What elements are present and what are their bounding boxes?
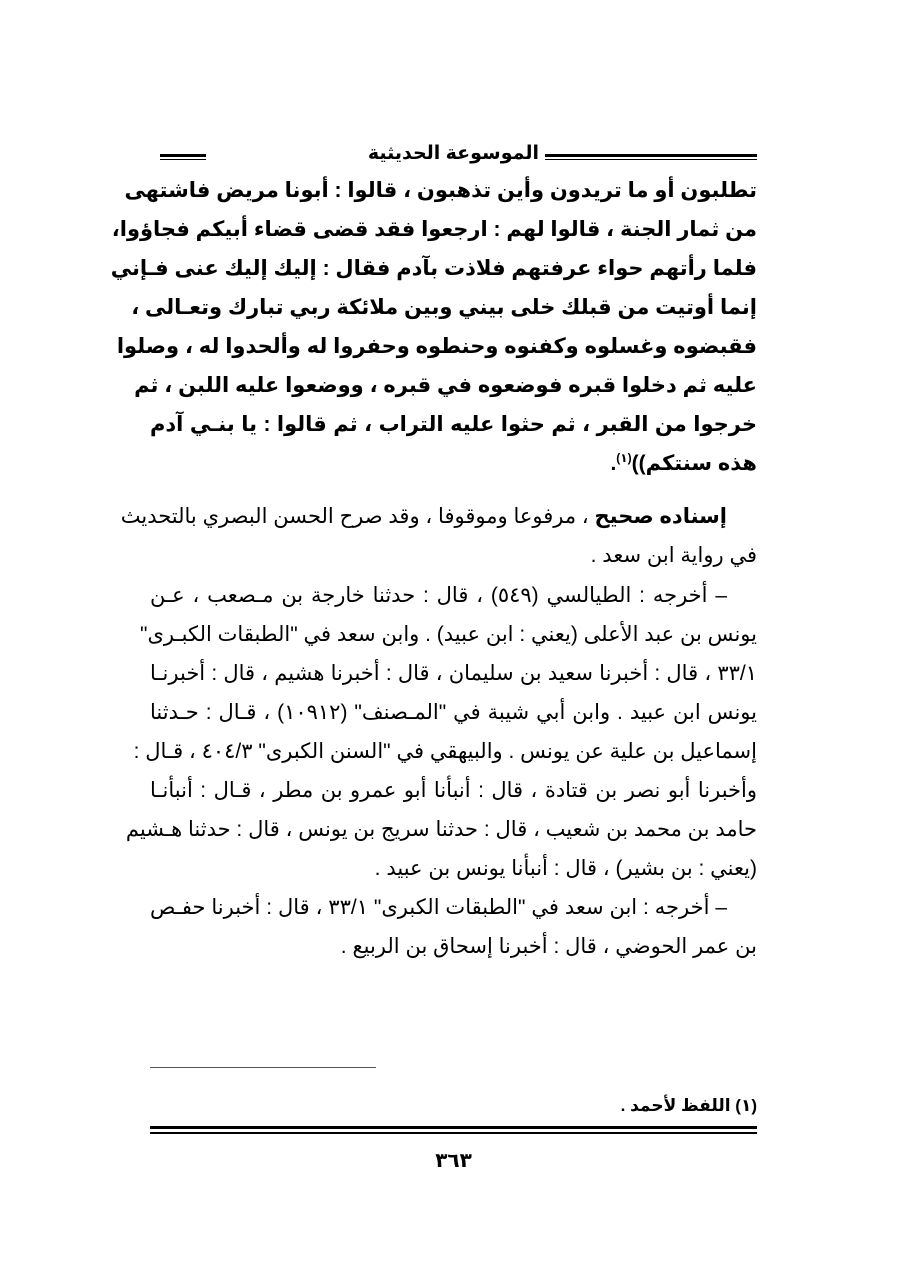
text-fragment: ، مرفوعا وموقوفا ، وقد صرح الحسن البصري بالتحديث [120, 505, 595, 528]
document-page [110, 0, 757, 1273]
text-line: إنما أوتيت من قبلك خلى بيني وبين ملائكة ربي تبارك وتعـالى ، [131, 296, 757, 319]
takhrij-paragraph-2 [150, 888, 757, 966]
hadith-text [110, 171, 757, 483]
header-rule [160, 159, 206, 160]
header-title: الموسوعة الحديثية [367, 143, 539, 164]
text-line: هذه سنتكم))$^{(١)}$. [610, 451, 757, 475]
text-fragment: هذه سنتكم)) [631, 452, 757, 475]
text-line: عليه ثم دخلوا قبره فوضعوه في قبره ، ووضعوا عليه اللبن ، ثم [134, 374, 757, 397]
header-rule [545, 154, 757, 157]
grading-paragraph [120, 497, 757, 575]
header-rule [545, 159, 757, 160]
footer-rule [150, 1132, 757, 1134]
text-line: فقبضوه وغسلوه وكفنوه وحنطوه وحفروا له وألحدوا له ، وصلوا [116, 335, 757, 358]
text-line: بن عمر الحوضي ، قال : أخبرنا إسحاق بن الربيع . [340, 935, 757, 958]
footer-rule [150, 1126, 757, 1129]
takhrij-paragraph [125, 576, 757, 888]
footnote: (١) اللفظ لأحمد . [620, 1096, 757, 1115]
text-line: وأخبرنا أبو نصر بن قتادة ، قال : أنبأنا أبو عمرو بن مطر ، قـال : أنبأنـا [150, 779, 757, 802]
text-line: خرجوا من القبر ، ثم حثوا عليه التراب ، ثم قالوا : يا بنـي آدم [150, 413, 757, 436]
text-line: يونس ابن عبيد . وابن أبي شيبة في "المـصنف" (١٠٩١٢) ، قـال : حـدثنا [150, 701, 757, 724]
text-line: يونس بن عبد الأعلى (يعني : ابن عبيد) . وابن سعد في "الطبقات الكبـرى" [140, 623, 757, 646]
text-line: في رواية ابن سعد . [590, 544, 757, 567]
footnote-separator [150, 1067, 376, 1068]
text-line: إسماعيل بن علية عن يونس . والبيهقي في "السنن الكبرى" ٤٠٤/٣ ، قـال : [133, 740, 757, 763]
text-line: – أخرجه : الطيالسي (٥٤٩) ، قال : حدثنا خارجة بن مـصعب ، عـن [150, 584, 727, 607]
footnote-reference[interactable]: (١) [616, 451, 632, 465]
text-line: حامد بن محمد بن شعيب ، قال : حدثنا سريج بن يونس ، قال : حدثنا هـشيم [125, 818, 757, 841]
text-line: – أخرجه : ابن سعد في "الطبقات الكبرى" ٣٣/١ ، قال : أخبرنا حفـص [150, 896, 727, 919]
text-line: فلما رأتهم حواء عرفتهم فلاذت بآدم فقال : إليك إليك عنى فـإني [110, 257, 757, 280]
text-line [120, 497, 757, 536]
running-header [150, 142, 757, 170]
text-line: تطلبون أو ما تريدون وأين تذهبون ، قالوا : أبونا مريض فاشتهى [124, 179, 757, 202]
header-rule [160, 154, 206, 157]
grading-label: إسناده صحيح [594, 505, 727, 528]
text-line: (يعني : بن بشير) ، قال : أنبأنا يونس بن عبيد . [374, 857, 757, 880]
page-number: ٣٦٣ [435, 1150, 472, 1172]
text-line: ٣٣/١ ، قال : أخبرنا سعيد بن سليمان ، قال : أخبرنا هشيم ، قال : أخبرنـا [150, 662, 757, 685]
text-line: من ثمار الجنة ، قالوا لهم : ارجعوا فقد قضى قضاء أبيكم فجاؤوا، [111, 218, 757, 241]
